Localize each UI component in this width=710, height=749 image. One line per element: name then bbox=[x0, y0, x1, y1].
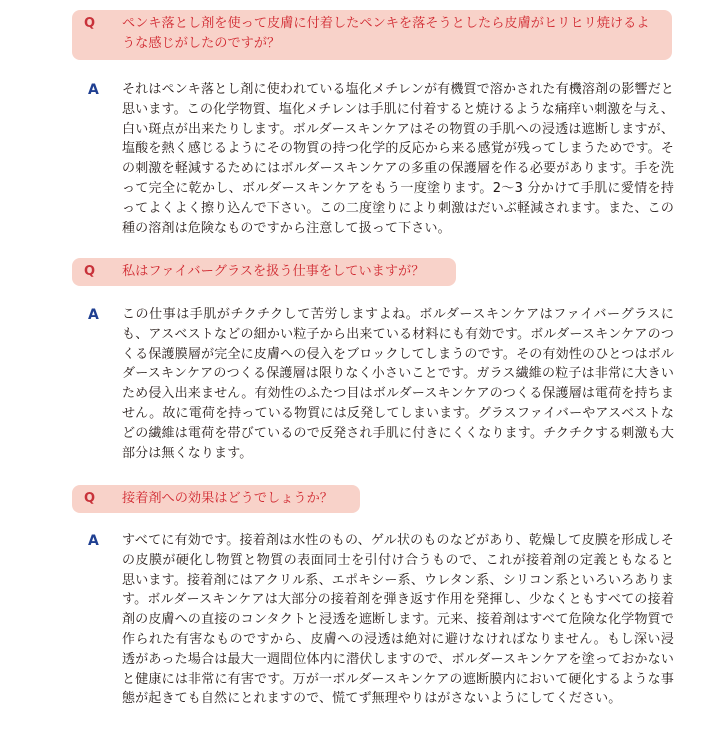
answer-text-3: すべてに有効です。接着剤は水性のもの、ゲル状のものなどがあり、乾燥して皮膜を形成しその皮膜が硬化し物質と物質の表面同士を引付け合うもので、これが接着剤の定義ともなると思います。接着剤にはアクリル系、エポキシー系、ウレタン系、シリコン系といろいろあります。ボルダースキンケアは大部分の接着剤を弾き返す作用を発揮し、少なくともすべての接着剤の皮膚への直接のコンタクトと浸透を遮断します。元来、接着剤はすべて危険な化学物質で作られた有害なものですから、皮膚への浸透は絶対に避けなければなりません。もし深い浸透があった場合は最大一週間位体内に潜伏しますので、ボルダースキンケアを塗っておかないと健康には非常に有害です。万が一ボルダースキンケアの遮断膜内において硬化するような事態が起きても自然にとれますので、慌てず無理やりはがさないようにしてください。 bbox=[122, 533, 674, 707]
question-bar-2 bbox=[72, 258, 456, 286]
question-marker-3: Q bbox=[84, 491, 96, 506]
question-text-3: 接着剤への効果はどうでしょうか？ bbox=[122, 491, 333, 506]
answer-text-2: この仕事は手肌がチクチクして苦労しますよね。ボルダースキンケアはファイバーグラスにも、アスベストなどの細かい粒子から出来ている材料にも有効です。ボルダースキンケアのつくる保護膜層が完全に皮膚への侵入をブロックしてしまうのです。その有効性のひとつはボルダースキンケアのつくる保護層は限りなく小さいことです。ガラス繊維の粒子は非常に大きいため侵入出来ません。有効性のふたつ目はボルダースキンケアのつくる保護層は電荷を持ちません。故に電荷を持っている物質には反発してしまいます。グラスファイバーやアスベストなどの繊維は電荷を帯びているので反発され手肌に付きにくくなります。チクチクする刺激も大部分は無くなります。 bbox=[122, 307, 674, 461]
question-marker-2: Q bbox=[84, 264, 96, 279]
answer-text-1: それはペンキ落とし剤に使われている塩化メチレンが有機質で溶かされた有機溶剤の影響だと思います。この化学物質、塩化メチレンは手肌に付着すると焼けるような痛痒い刺激を与え、白い斑点が出来たりします。ボルダースキンケアはその物質の手肌への浸透は遮断しますが、塩酸を熱く感じるようにその物質の持つ化学的反応から来る感覚が残ってしまうためです。その刺激を軽減するためにはボルダースキンケアの多重の保護層を作る必要があります。手を洗って完全に乾かし、ボルダースキンケアをもう一度塗ります。2～3 分かけて手肌に愛情を持ってよくよく擦り込んで下さい。この二度塗りにより刺激はだいぶ軽減されます。また、この種の溶剤は危険なものですから注意して扱って下さい。 bbox=[122, 82, 674, 236]
answer-marker-2: A bbox=[88, 307, 99, 323]
answer-marker-3: A bbox=[88, 533, 99, 549]
answer-marker-1: A bbox=[88, 82, 99, 98]
question-text-1: ペンキ落とし剤を使って皮膚に付着したペンキを落そうとしたら皮膚がヒリヒリ焼けるような感じがしたのですが？ bbox=[122, 16, 650, 51]
question-bar-1 bbox=[72, 10, 672, 60]
question-bar-3 bbox=[72, 485, 360, 513]
question-text-2: 私はファイバーグラスを扱う仕事をしていますが？ bbox=[122, 264, 425, 279]
question-marker-1: Q bbox=[84, 16, 96, 31]
